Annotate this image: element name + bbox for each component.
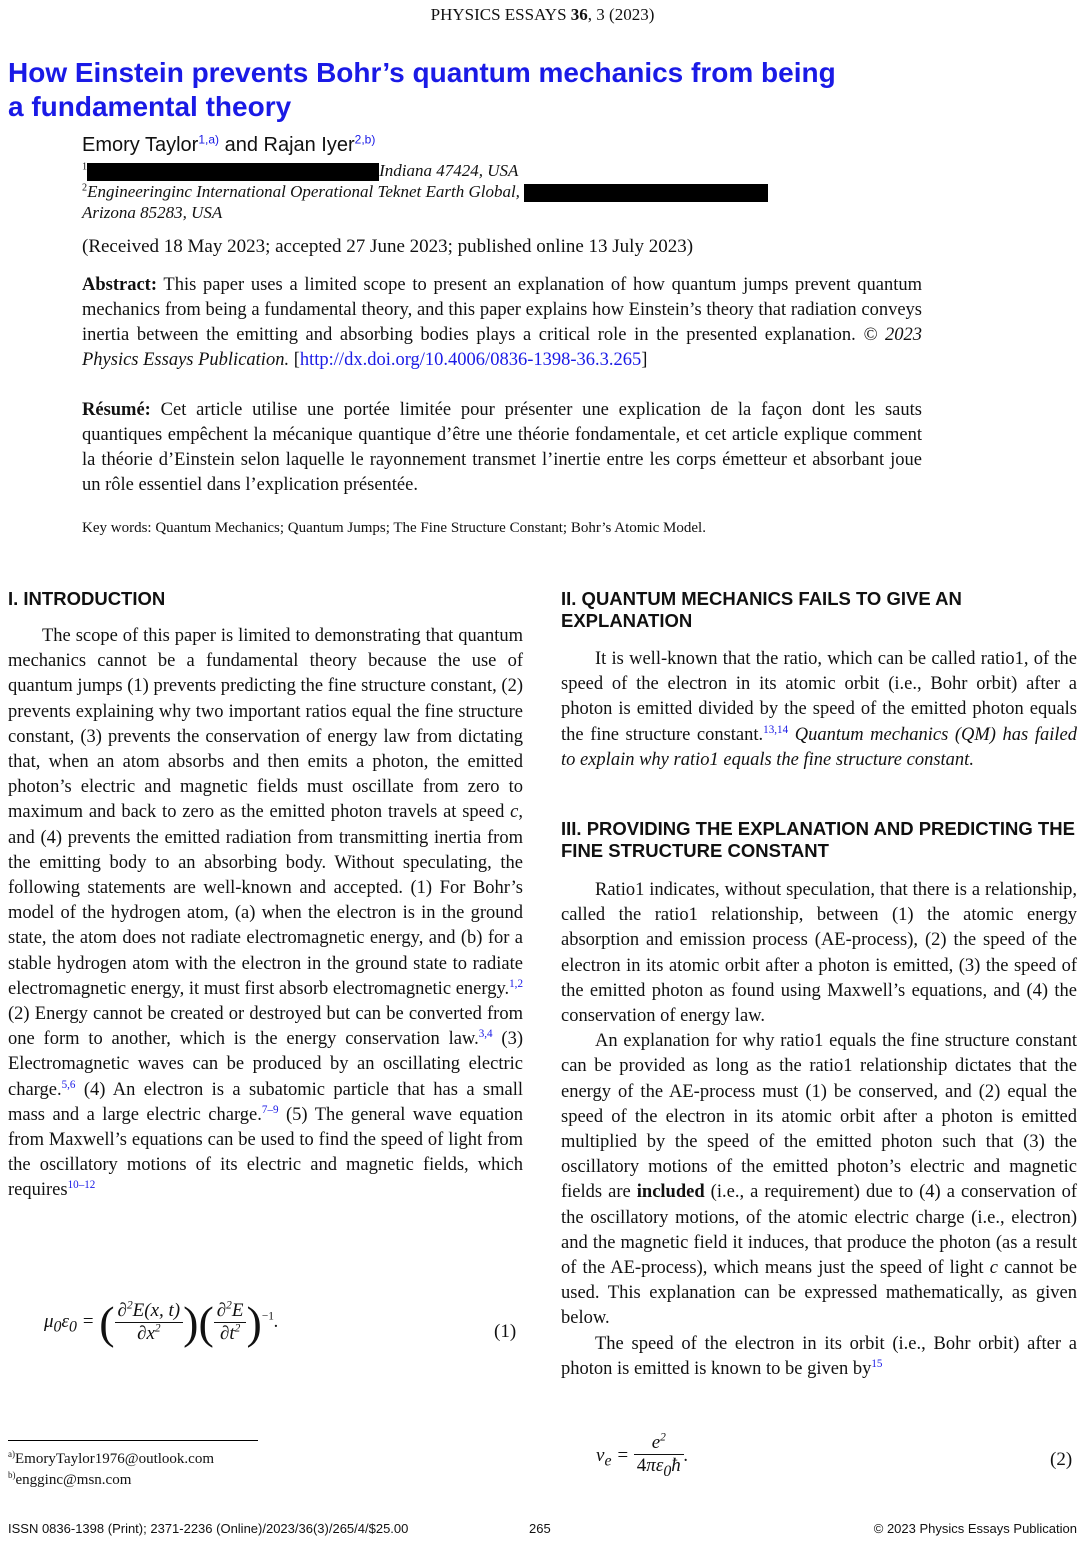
paper-title: How Einstein prevents Bohr’s quantum mechanics from being a fundamental theory bbox=[8, 57, 836, 122]
section-heading: II. QUANTUM MECHANICS FAILS TO GIVE AN EXPLANATION bbox=[561, 588, 962, 631]
affiliation-2: $^2$Engineeringinc International Operational Teknet Earth Global, bbox=[82, 181, 768, 202]
section-3-body: Ratio1 indicates, without speculation, that there is a relationship, called the ratio1 relationship, between (1) the atomic energy absorption and emission process (AE-process), (2) the speed of the electron in its atomic orbit after a photon is emitted, (3) the speed of the emitted photon as found using Maxwell’s equations, and (4) the conservation of energy law. An explanation for why ratio1 equals the fine structure constant can be provided as long as the ratio1 relationship dictates that the energy of the AE-process must (1) be conserved, and (2) equal the speed of the electron in its atomic orbit after a photon is emitted multiplied by the speed of the emitted photon such that (3) the oscillatory motions of the emitted photon’s electric and magnetic fields are included (i.e., a requirement) due to (4) a conservation of the oscillatory motions, of the atomic electric charge (i.e., electron) and the magnetic field it induces, that produce the photon (as a result of the AE-process), which means just the speed of light c cannot be used. This explanation can be expressed mathematically, as given below. The speed of the electron in its orbit (i.e., Bohr orbit) after a photon is emitted is known to be given $by^{15}$ bbox=[561, 880, 1078, 1379]
reference-link[interactable]: 15 bbox=[871, 1357, 883, 1370]
equation-2: $v_e$ = $\frac{e^2}{4\pi\varepsilon_0ħ}$ . bbox=[596, 1431, 689, 1480]
section-heading: III. PROVIDING THE EXPLANATION AND PREDICTING THE FINE STRUCTURE CONSTANT bbox=[561, 818, 1075, 861]
affiliation-1: $^1$ Indiana 47424, USA bbox=[82, 161, 519, 180]
resume: Résumé: Cet article utilise une portée limitée pour présenter une explication de la façon dont les sauts quantiques empêchent la mécanique quantique d’être une théorie fondamentale, et cet article explique comment la théorie d’Einstein selon laquelle le rayonnement transmet l’inertie entre les corps émetteur et absorbant joue un rôle essentiel dans l’explication présentée. bbox=[82, 400, 922, 495]
reference-link[interactable]: 13,14 bbox=[763, 723, 789, 736]
section-heading: I. INTRODUCTION bbox=[8, 588, 166, 609]
equation-number: (2) bbox=[1050, 1449, 1073, 1470]
equation-number: (1) bbox=[494, 1321, 517, 1342]
page-number: 265 bbox=[529, 1521, 551, 1536]
reference-link[interactable]: 7–9 bbox=[261, 1103, 279, 1116]
redaction-bar bbox=[524, 184, 768, 202]
affiliation-2-continued: Arizona 85283, USA bbox=[82, 203, 223, 222]
footer-issn: ISSN 0836-1398 (Print); 2371-2236 (Online)/2023/36(3)/265/4/$25.00 bbox=[8, 1521, 409, 1536]
author1-affiliation-link[interactable]: 1,a) bbox=[198, 132, 220, 147]
reference-link[interactable]: 5,6 bbox=[61, 1078, 76, 1091]
section-2-body: It is well-known that the ratio, which can be called ratio1, of the speed of the electron in its atomic orbit (i.e., Bohr orbit) after a photon is emitted divided by the speed of the emitted photon equals the fine structure constant.$^{13,14}$ Quantum mechanics (QM) has failed to explain why ratio1 equals the fine structure constant. bbox=[561, 649, 1077, 770]
footnote-b: $^{b)}$engginc@msn.com bbox=[8, 1470, 132, 1488]
author-list: Emory Taylor$^{1,a)}$ and Rajan Iyer$^{2,b)}$ bbox=[82, 132, 376, 156]
footnote-a: $^{a)}$EmoryTaylor1976@outlook.com bbox=[8, 1449, 214, 1467]
keywords: Key words: Quantum Mechanics; Quantum Jumps; The Fine Structure Constant; Bohr’s Atomic Model. bbox=[82, 520, 706, 536]
reference-link[interactable]: 3,4 bbox=[478, 1028, 493, 1041]
redaction-bar bbox=[87, 163, 379, 181]
reference-link[interactable]: 1,2 bbox=[509, 977, 523, 990]
abstract: Abstract: This paper uses a limited scope to present an explanation of how quantum jumps prevent quantum mechanics from being a fundamental theory, and this paper explains how Einstein’s theory that radiation conveys inertia between the emitting and absorbing bodies plays a critical role in the presented explanation. © 2023 Physics Essays Publication. [http://dx.doi.org/10.4006/0836-1398-36.3.265] bbox=[82, 275, 922, 370]
equation-1: $\mu_0\varepsilon_0$ = ( $\frac{\partial^2E(x, t)}{\partial x^2}$ )( $\frac{\partial^2E}{\partial t^2}$ )$^{-1}$. bbox=[44, 1297, 279, 1348]
publication-dates: (Received 18 May 2023; accepted 27 June 2023; published online 13 July 2023) bbox=[82, 236, 694, 257]
footnote-divider bbox=[8, 1440, 258, 1441]
journal-header: PHYSICS ESSAYS 36, 3 (2023) bbox=[430, 5, 655, 24]
reference-link[interactable]: 10–12 bbox=[67, 1179, 96, 1192]
section-1-body: The scope of this paper is limited to demonstrating that quantum mechanics cannot be a fundamental theory because the use of quantum jumps (1) prevents predicting the fine structure constant, (2) prevents explaining why two important ratios equal the fine structure constant, (3) prevents the conservation of energy law from dictating that, when an atom absorbs and then emits a photon, the emitted photon’s electric and magnetic fields must oscillate from zero to maximum and back to zero as the emitted photon travels at speed c, and (4) prevents the emitted radiation from transmitting inertia from the emitting body to an absorbing body. Without speculating, the following statements are well-known and accepted. (1) For Bohr’s model of the hydrogen atom, (a) when the electron is in the ground state, the atom does not radiate electromagnetic energy, and (b) for a stable hydrogen atom with the electron in the ground state to radiate electromagnetic energy, it must first absorb electromagnetic energy.$^{1,2}$ (2) Energy cannot be created or destroyed but can be converted from one form to another, which is the energy conservation law.$^{3,4}$ (3) Electromagnetic waves can be produced by an oscillating electric charge.$^{5,6}$ (4) An electron is a subatomic particle that has a small mass and a large electric charge.$^{7-9}$ (5) The general wave equation from Maxwell’s equations can be used to find the speed of light from the oscillatory motions of its electric and magnetic fields, which requires$^{10-12}$ bbox=[8, 626, 524, 1201]
doi-link[interactable]: http://dx.doi.org/10.4006/0836-1398-36.3.265 bbox=[299, 350, 642, 370]
footer-copyright: © 2023 Physics Essays Publication bbox=[873, 1521, 1077, 1536]
author2-affiliation-link[interactable]: 2,b) bbox=[354, 132, 376, 147]
